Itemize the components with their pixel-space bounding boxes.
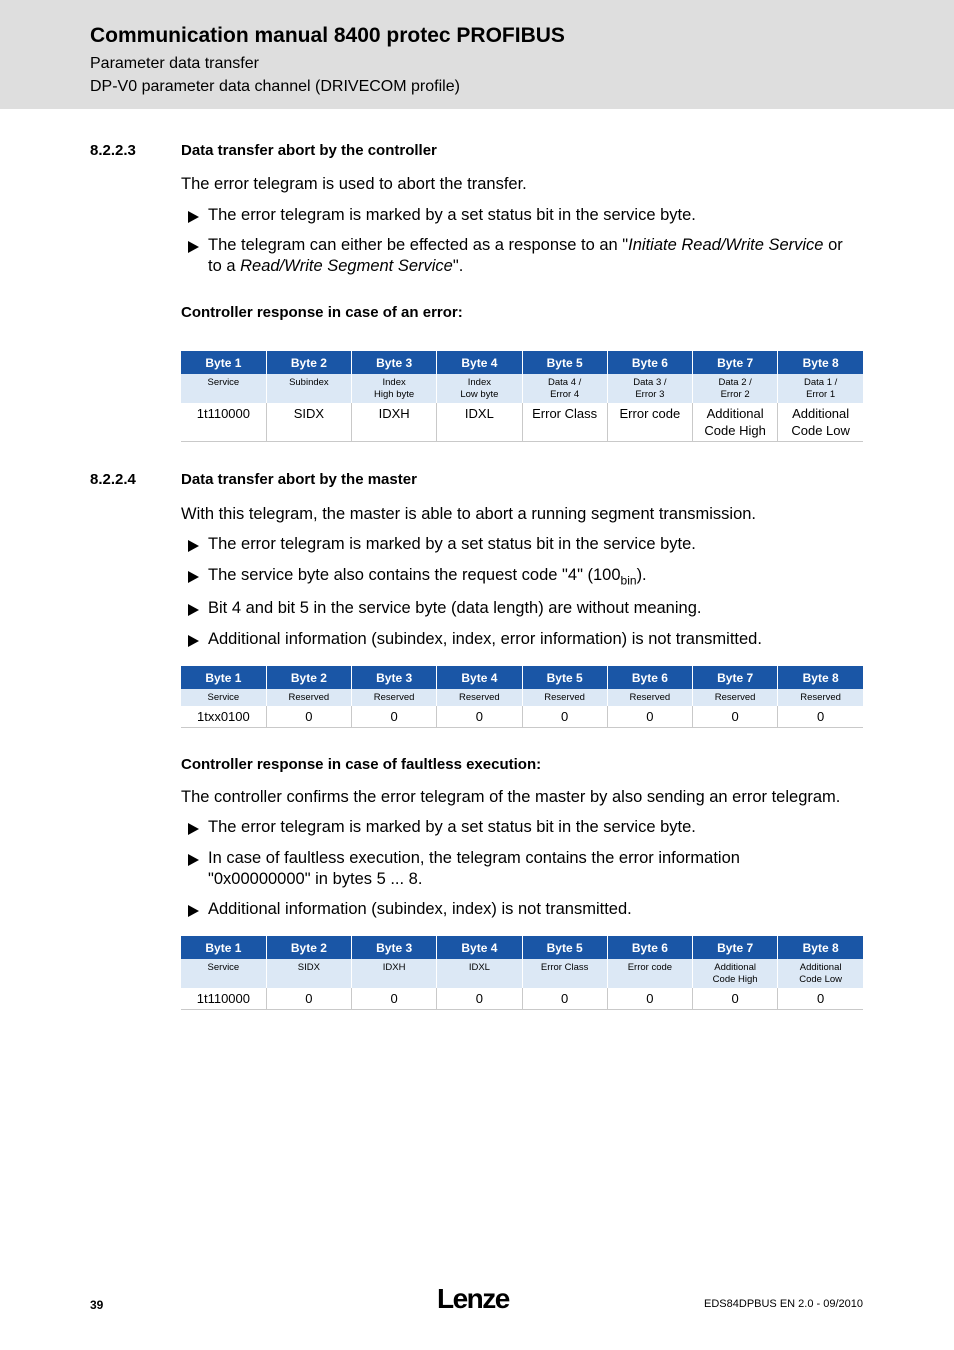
bullet-arrow-icon [188,604,199,616]
bullet-arrow-icon [188,635,199,647]
bullet-arrow-icon [188,571,199,583]
column-header-byte-7: Byte 7 [693,666,778,689]
byte-description-cell: Reserved [266,689,351,706]
bullet-text: The error telegram is marked by a set status bit in the service byte. [208,206,696,224]
byte-value-cell: Error code [607,403,692,442]
telegram-table [181,936,863,1010]
byte-description-cell: Additional Code Low [778,959,863,988]
column-header-byte-3: Byte 3 [352,351,437,374]
section-number: 8.2.2.4 [90,471,136,488]
column-header-byte-4: Byte 4 [437,936,522,959]
column-header-byte-5: Byte 5 [522,936,607,959]
bullet-text: Additional information (subindex, index) is not transmitted. [208,900,632,918]
byte-description-cell: Reserved [352,689,437,706]
column-header-byte-1: Byte 1 [181,351,266,374]
column-header-byte-6: Byte 6 [607,936,692,959]
paragraph: With this telegram, the master is able to abort a running segment transmission. [181,505,757,523]
byte-description-cell: Additional Code High [693,959,778,988]
byte-value-cell: 0 [778,706,863,728]
byte-description-cell: Reserved [778,689,863,706]
page-header [0,0,954,109]
column-header-byte-3: Byte 3 [352,936,437,959]
byte-value-cell: Additional Code High [693,403,778,442]
byte-description-cell: Service [181,689,266,706]
paragraph: The error telegram is used to abort the transfer. [181,175,527,193]
page-number: 39 [90,1298,104,1312]
byte-value-cell: 0 [693,706,778,728]
byte-description-cell: SIDX [266,959,351,988]
byte-value-cell: 0 [522,706,607,728]
column-header-byte-6: Byte 6 [607,351,692,374]
section-subtitle: DP-V0 parameter data channel (DRIVECOM profile) [90,78,460,95]
bullet-text-continued: "0x00000000" in bytes 5 ... 8. [208,870,423,888]
byte-description-cell: Data 2 / Error 2 [693,374,778,403]
bullet-text: The error telegram is marked by a set status bit in the service byte. [208,535,696,553]
byte-value-cell: 0 [352,988,437,1010]
byte-value-cell: IDXL [437,403,522,442]
bullet-arrow-icon [188,241,199,253]
column-header-byte-2: Byte 2 [266,936,351,959]
bullet-text: The service byte also contains the request code "4" $(100_{bin})$. [208,566,647,588]
byte-description-cell: IDXL [437,959,522,988]
byte-value-cell: Error Class [522,403,607,442]
byte-value-cell: 0 [437,988,522,1010]
byte-value-cell: 0 [266,706,351,728]
byte-description-cell: Reserved [693,689,778,706]
column-header-byte-2: Byte 2 [266,666,351,689]
column-header-byte-3: Byte 3 [352,666,437,689]
column-header-byte-6: Byte 6 [607,666,692,689]
byte-description-cell: IDXH [352,959,437,988]
byte-value-cell: 0 [607,706,692,728]
bullet-text: Additional information (subindex, index, error information) is not transmitted. [208,630,762,648]
column-header-byte-4: Byte 4 [437,351,522,374]
byte-description-cell: Error code [607,959,692,988]
document-id: EDS84DPBUS EN 2.0 - 09/2010 [704,1298,863,1310]
column-header-byte-2: Byte 2 [266,351,351,374]
section-title: Data transfer abort by the controller [181,142,437,159]
byte-description-cell: Service [181,374,266,403]
byte-value-cell: 1t110000 [181,403,266,442]
bullet-text-continued: to a Read/Write Segment Service". [208,257,464,275]
byte-value-cell: 1t110000 [181,988,266,1010]
bullet-arrow-icon [188,540,199,552]
bullet-arrow-icon [188,823,199,835]
manual-title: Communication manual 8400 protec PROFIBUS [90,24,565,47]
byte-description-cell: Subindex [266,374,351,403]
byte-description-cell: Data 4 / Error 4 [522,374,607,403]
column-header-byte-5: Byte 5 [522,351,607,374]
byte-description-cell: Reserved [607,689,692,706]
byte-value-cell: 0 [607,988,692,1010]
byte-description-cell: Data 1 / Error 1 [778,374,863,403]
bullet-text: The error telegram is marked by a set status bit in the service byte. [208,818,696,836]
byte-description-cell: Error Class [522,959,607,988]
bullet-arrow-icon [188,854,199,866]
byte-value-cell: 1txx0100 [181,706,266,728]
column-header-byte-8: Byte 8 [778,936,863,959]
byte-description-cell: Service [181,959,266,988]
column-header-byte-7: Byte 7 [693,351,778,374]
lenze-logo: Lenze [437,1283,509,1314]
byte-value-cell: 0 [522,988,607,1010]
byte-value-cell: SIDX [266,403,351,442]
byte-value-cell: 0 [693,988,778,1010]
byte-description-cell: Index Low byte [437,374,522,403]
subheading: Controller response in case of an error: [181,304,463,321]
column-header-byte-1: Byte 1 [181,936,266,959]
subheading: Controller response in case of faultless execution: [181,756,542,773]
bullet-text: Bit 4 and bit 5 in the service byte (data length) are without meaning. [208,599,702,617]
column-header-byte-4: Byte 4 [437,666,522,689]
paragraph: The controller confirms the error telegram of the master by also sending an error telegram. [181,788,841,806]
byte-description-cell: Reserved [522,689,607,706]
column-header-byte-7: Byte 7 [693,936,778,959]
byte-value-cell: 0 [778,988,863,1010]
byte-description-cell: Reserved [437,689,522,706]
section-number: 8.2.2.3 [90,142,136,159]
telegram-table [181,666,863,728]
byte-description-cell: Index High byte [352,374,437,403]
byte-value-cell: IDXH [352,403,437,442]
bullet-arrow-icon [188,211,199,223]
chapter-subtitle: Parameter data transfer [90,55,259,72]
byte-value-cell: 0 [266,988,351,1010]
section-title: Data transfer abort by the master [181,471,417,488]
bullet-text: In case of faultless execution, the telegram contains the error information [208,849,740,867]
column-header-byte-8: Byte 8 [778,666,863,689]
bullet-text: The telegram can either be effected as a response to an "Initiate Read/Write Service or [208,236,843,254]
bullet-arrow-icon [188,905,199,917]
byte-value-cell: 0 [352,706,437,728]
column-header-byte-1: Byte 1 [181,666,266,689]
column-header-byte-8: Byte 8 [778,351,863,374]
telegram-table [181,351,863,442]
byte-value-cell: Additional Code Low [778,403,863,442]
byte-description-cell: Data 3 / Error 3 [607,374,692,403]
byte-value-cell: 0 [437,706,522,728]
column-header-byte-5: Byte 5 [522,666,607,689]
